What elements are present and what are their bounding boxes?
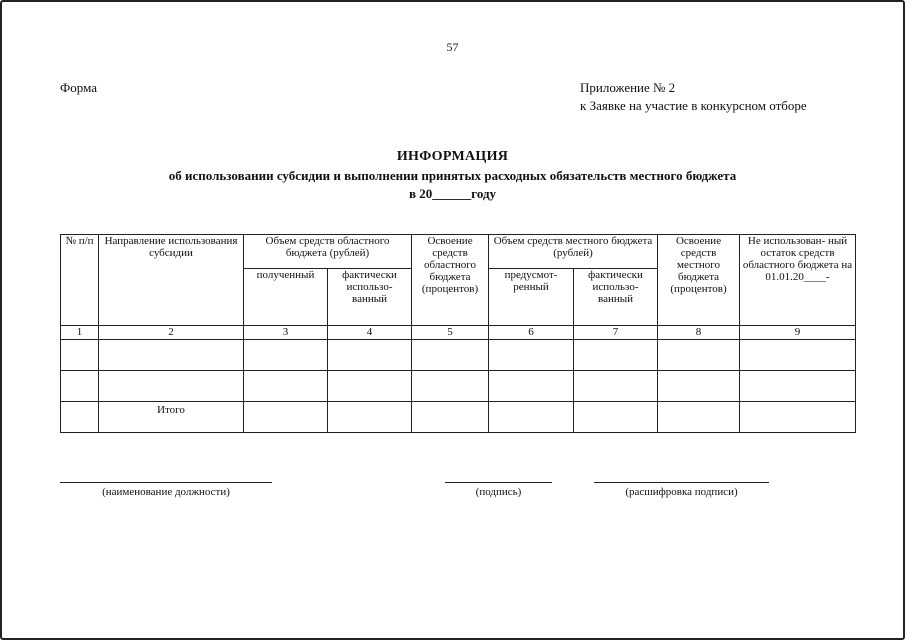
- column-number: 8: [658, 326, 740, 340]
- header-local-utilization: Освоение средств местного бюджета (процентов): [658, 235, 740, 326]
- table-cell: [244, 402, 328, 433]
- header-regional-group: Объем средств областного бюджета (рублей): [244, 235, 412, 269]
- column-number: 6: [489, 326, 574, 340]
- position-caption: (наименование должности): [102, 486, 230, 498]
- table-cell: [489, 371, 574, 402]
- header-local-used: фактически использо- ванный: [574, 269, 658, 326]
- table-cell: [574, 402, 658, 433]
- table-cell: [574, 340, 658, 371]
- header-regional-utilization: Освоение средств областного бюджета (процентов): [412, 235, 489, 326]
- table-cell: [658, 340, 740, 371]
- table-cell: [740, 371, 856, 402]
- document-title: ИНФОРМАЦИЯ: [396, 149, 509, 164]
- column-number: 7: [574, 326, 658, 340]
- header-local-group: Объем средств местного бюджета (рублей): [489, 235, 658, 269]
- page-number: 57: [446, 40, 459, 54]
- header-regional-received: полученный: [244, 269, 328, 326]
- appendix-number: Приложение № 2: [580, 80, 676, 95]
- form-label: Форма: [60, 80, 97, 95]
- table-row: [61, 340, 856, 371]
- header-local-planned: предусмот- ренный: [489, 269, 574, 326]
- header-direction: Направление использования субсидии: [99, 235, 244, 326]
- column-number: 9: [740, 326, 856, 340]
- table-cell: [244, 371, 328, 402]
- table-cell: [658, 402, 740, 433]
- column-number-row: [61, 326, 856, 340]
- decoding-signature-line: [594, 482, 769, 483]
- total-row: [61, 402, 856, 433]
- decoding-caption: (расшифровка подписи): [625, 486, 738, 498]
- table-cell: [489, 402, 574, 433]
- position-signature-line: [60, 482, 272, 483]
- subsidy-report-table: [60, 234, 856, 433]
- column-number: 1: [61, 326, 99, 340]
- column-number: 5: [412, 326, 489, 340]
- table-cell: [412, 371, 489, 402]
- table-cell: [412, 340, 489, 371]
- document-year-line: в 20______году: [408, 186, 497, 201]
- header-row-top: [61, 235, 856, 269]
- table-cell: [740, 340, 856, 371]
- table-cell: [61, 340, 99, 371]
- signature-line: [445, 482, 552, 483]
- table-cell: [99, 340, 244, 371]
- table-cell: [658, 371, 740, 402]
- document-subtitle: об использовании субсидии и выполнении принятых расходных обязательств местного бюджета: [168, 168, 737, 183]
- table-cell: [412, 402, 489, 433]
- header-regional-used: фактически использо- ванный: [328, 269, 412, 326]
- table-row: [61, 371, 856, 402]
- column-number: 3: [244, 326, 328, 340]
- table-cell: [489, 340, 574, 371]
- table-cell: [244, 340, 328, 371]
- table-cell: [61, 371, 99, 402]
- appendix-reference: к Заявке на участие в конкурсном отборе: [580, 98, 807, 113]
- signature-caption: (подпись): [475, 486, 522, 498]
- header-unused-balance: Не использован- ный остаток средств областного бюджета на 01.01.20____-: [740, 235, 856, 326]
- table-cell: [740, 402, 856, 433]
- table-cell: [328, 402, 412, 433]
- table-cell: [328, 371, 412, 402]
- total-label: Итого: [99, 402, 244, 433]
- header-number: № п/п: [61, 235, 99, 326]
- column-number: 4: [328, 326, 412, 340]
- table-cell: [328, 340, 412, 371]
- column-number: 2: [99, 326, 244, 340]
- table-cell: [61, 402, 99, 433]
- table-cell: [99, 371, 244, 402]
- table-cell: [574, 371, 658, 402]
